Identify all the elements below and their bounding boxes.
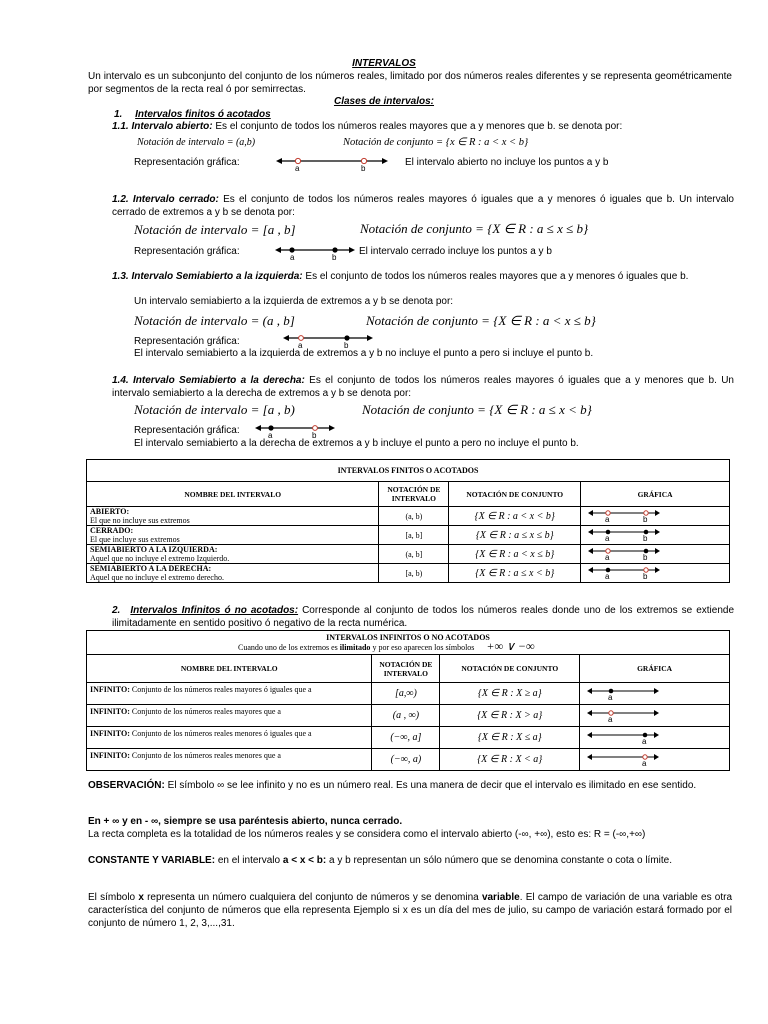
s12-notation-set: Notación de conjunto = {X ∈ R : a ≤ x ≤ b} [360,221,589,236]
table1-row-desc: Aquel que no incluye el extremo derecho. [90,573,224,582]
finite-intervals-table [86,459,730,583]
t2r4-arrow-left [587,754,592,760]
s14-label: Intervalo Semiabierto a la derecha: [133,375,305,386]
t1r3-label-a: a [605,553,610,562]
s14-arrow-right [329,425,335,431]
variable-x: x [138,892,144,903]
section1-title: Intervalos finitos ó acotados [135,109,271,120]
table2-subtitle-post: y por eso aparecen los símbolos [370,643,475,652]
s14-notation-interval: Notación de intervalo = [a , b) [134,402,295,417]
s14-notation-set: Notación de conjunto = {X ∈ R : a ≤ x < b} [362,402,592,417]
t1r1-label-b: b [643,515,648,524]
table-row [87,705,730,727]
observacion-label: OBSERVACIÓN: [88,780,165,791]
table2-row-desc: Conjunto de los números reales mayores que a [129,707,281,716]
s13-notation-set: Notación de conjunto = {X ∈ R : a < x ≤ b} [366,313,596,328]
s12-point-b [332,247,337,252]
s13-notation-interval: Notación de intervalo = (a , b] [134,313,295,328]
t2r3-arrow-right [654,732,659,738]
table2-header-graph: GRÁFICA [580,655,730,683]
table2-subtitle-bold: ilimitado [339,643,371,652]
table1-row-name-cell [87,545,379,564]
table1-title: INTERVALOS FINITOS O ACOTADOS [87,460,730,482]
t2r2-number-line [587,708,659,724]
table2-title-cell [87,631,730,655]
constante-text-b: a y b representan un sólo número que se denomina constante o cota o límite. [326,855,673,866]
section1-number: 1. [114,109,123,120]
s12-label-b: b [332,253,337,262]
table1-row-set: {X ∈ R : a < x < b} [449,507,581,526]
s11-arrow-left [276,158,282,164]
t2r2-arrow-left [587,710,592,716]
s14-number: 1.4. [112,375,129,386]
table1-header-set: NOTACIÓN DE CONJUNTO [449,482,581,507]
table1-row-name: SEMIABIERTO A LA IZQUIERDA: [90,545,218,554]
table2-row-set: {X ∈ R : X > a} [440,705,580,727]
s12-point-a [289,247,294,252]
section2-paragraph [112,604,734,630]
table2-row-interval: (−∞, a) [372,749,440,771]
table2-row-graph [580,683,730,705]
s12-note: El intervalo cerrado incluye los puntos a y b [359,246,552,257]
s12-arrow-left [275,247,281,253]
table2-row-desc: Conjunto de los números reales menores que a [129,751,281,760]
section2-number: 2. [112,605,121,616]
t2r3-number-line [587,730,659,746]
s11-graph-label: Representación gráfica: [134,157,240,168]
s11-point-b [361,158,366,163]
table2-row-set: {X ∈ R : X < a} [440,749,580,771]
s14-point-b [313,426,318,431]
table2-row-name: INFINITO: [90,707,130,716]
s11-number-line [276,154,388,174]
t1r3-label-b: b [643,553,648,562]
table1-row-set: {X ∈ R : a ≤ x ≤ b} [449,526,581,545]
s12-label-a: a [290,253,295,262]
s14-label-a: a [268,431,273,440]
table2-row-name-cell [87,683,372,705]
table1-row-name: ABIERTO: [90,507,130,516]
t1r2-label-b: b [643,534,648,543]
table1-row-desc: Aquel que no incluye el extremo Izquierdo. [90,554,230,563]
s12-number-line [275,243,355,263]
s13-note: El intervalo semiabierto a la izquierda de extremos a y b no incluye el punto a pero si incluye el punto b. [134,348,594,359]
table1-row-name-cell [87,507,379,526]
table2-row-desc: Conjunto de los números reales menores ó iguales que a [129,729,312,738]
t2r1-arrow-right [654,688,659,694]
t1r3-number-line [588,546,660,562]
table1-header-interval: NOTACIÓN DE INTERVALO [379,482,449,507]
table1-row-name-cell [87,526,379,545]
table2-row-set: {X ∈ R : X ≤ a} [440,727,580,749]
s13-label-a: a [298,341,303,350]
s13-arrow-right [367,335,373,341]
table-row [87,526,730,545]
table2-row-name: INFINITO: [90,685,130,694]
s13-point-b [344,335,349,340]
table2-header-name: NOMBRE DEL INTERVALO [87,655,372,683]
section1-heading [114,109,271,120]
table1-row-interval: (a, b) [379,507,449,526]
table-row [87,749,730,771]
t1r3-arrow-right [655,548,660,554]
page-title: INTERVALOS [352,58,416,69]
table-row [87,545,730,564]
table2-subtitle-pre: Cuando uno de los extremos es [238,643,340,652]
table-row [87,507,730,526]
table2-title: INTERVALOS INFINITOS O NO ACOTADOS [326,633,490,642]
s11-number: 1.1. [112,121,129,132]
table1-row-graph [581,526,730,545]
table2-row-name: INFINITO: [90,729,130,738]
s11-paragraph [112,121,734,132]
t1r1-label-a: a [605,515,610,524]
t2r4-number-line [587,752,659,768]
t1r4-number-line [588,565,660,581]
variable-bold: variable [481,892,520,903]
table2-symbols: +∞ ∨ −∞ [486,639,535,653]
s11-label: Intervalo abierto: [131,121,213,132]
t1r2-label-a: a [605,534,610,543]
s11-notation-set: Notación de conjunto = {x ∈ R : a < x < b} [343,137,529,148]
variable-text-c: . El campo de variación de una variable es otra característica del conjunto de números que ella representa Ejemplo si x es un día del mes de julio, su campo de variación estará formado por el conjunto de número 1, 2, 3,...,31. [88,892,733,929]
table2-row-graph [580,705,730,727]
table1-row-name: CERRADO: [90,526,134,535]
section2-label: Intervalos Infinitos ó no acotados: [130,605,299,616]
table2-row-name-cell [87,727,372,749]
table2-row-desc: Conjunto de los números reales mayores ó iguales que a [129,685,312,694]
s12-graph-label: Representación gráfica: [134,246,240,257]
table1-row-desc: El que no incluye sus extremos [90,516,190,525]
s11-point-a [295,158,300,163]
t1r3-arrow-left [588,548,593,554]
s13-label-b: b [344,341,349,350]
table1-row-graph [581,545,730,564]
t2r1-label-a: a [608,692,613,702]
t1r2-arrow-right [655,529,660,535]
t2r4-label-a: a [642,758,647,768]
t1r2-number-line [588,527,660,543]
s14-arrow-left [255,425,261,431]
s14-graph-label: Representación gráfica: [134,425,240,436]
classes-heading: Clases de intervalos: [333,96,435,107]
table2-header-set: NOTACIÓN DE CONJUNTO [440,655,580,683]
constante-paragraph [88,854,732,867]
constante-label: CONSTANTE Y VARIABLE: [88,855,216,866]
table2-row-name-cell [87,749,372,771]
table-row [87,683,730,705]
recta-paragraph: La recta completa es la totalidad de los números reales y se considera como el intervalo abierto (-∞, +∞), esto es: R = (-∞,+∞) [88,829,646,840]
s12-arrow-right [349,247,355,253]
t1r4-arrow-left [588,567,593,573]
observacion-text: El símbolo ∞ se lee infinito y no es un número real. Es una manera de decir que el intervalo es ilimitado en ese sentido. [164,780,697,791]
s11-notation-interval: Notación de intervalo = (a,b) [137,137,256,148]
table1-row-set: {X ∈ R : a < x ≤ b} [449,545,581,564]
s14-label-b: b [312,431,317,440]
table2-row-interval: (−∞, a] [372,727,440,749]
table1-header-graph: GRÁFICA [581,482,730,507]
t1r4-label-a: a [605,572,610,581]
s12-label: Intervalo cerrado: [132,194,219,205]
table1-row-interval: [a, b) [379,564,449,583]
infinity-rule: En + ∞ y en - ∞, siempre se usa paréntesis abierto, nunca cerrado. [88,816,403,827]
t2r4-arrow-right [654,754,659,760]
s12-paragraph [112,193,734,219]
s13-number: 1.3. [112,271,129,282]
table2-row-graph [580,749,730,771]
table2-row-interval: (a , ∞) [372,705,440,727]
table-row [87,564,730,583]
t1r1-number-line [588,508,660,524]
t2r3-arrow-left [587,732,592,738]
t1r4-label-b: b [643,572,648,581]
table2-row-name: INFINITO: [90,751,130,760]
table2-header-interval: NOTACIÓN DE INTERVALO [372,655,440,683]
table1-row-set: {X ∈ R : a ≤ x < b} [449,564,581,583]
s11-label-a: a [295,164,300,173]
s12-notation-interval: Notación de intervalo = [a , b] [134,222,296,237]
s11-arrow-right [382,158,388,164]
table1-row-graph [581,507,730,526]
t1r1-arrow-right [655,510,660,516]
s11-note: El intervalo abierto no incluye los puntos a y b [405,157,609,168]
t2r2-arrow-right [654,710,659,716]
table2-row-set: {X ∈ R : X ≥ a} [440,683,580,705]
s12-text: Es el conjunto de todos los números reales mayores ó iguales que a y menores ó iguales que b. Un intervalo cerrado de extremos a y b se denota por: [112,194,734,218]
s11-text: Es el conjunto de todos los números reales mayores que a y menores que b. se denota por: [212,121,623,132]
s14-note: El intervalo semiabierto a la derecha de extremos a y b incluye el punto a pero no incluye el punto b. [134,438,579,449]
table2-subtitle [90,639,726,653]
section2-text: Corresponde al conjunto de todos los números reales donde uno de los extremos se extiende ilimitadamente en sentido positivo ó negativo de la recta numérica. [112,605,735,629]
table2-row-name-cell [87,705,372,727]
infinite-intervals-table [86,630,730,771]
constante-text-a: en el intervalo [215,855,283,866]
t2r1-number-line [587,686,659,702]
s13-line2: Un intervalo semiabierto a la izquierda de extremos a y b se denota por: [134,296,454,307]
table2-row-graph [580,727,730,749]
table1-row-interval: [a, b] [379,526,449,545]
s13-text: Es el conjunto de todos los números reales mayores que a y menores ó iguales que b. [302,271,689,282]
variable-text-a: El símbolo [88,892,139,903]
s12-number: 1.2. [112,194,129,205]
s13-point-a [299,336,304,341]
s13-graph-label: Representación gráfica: [134,336,240,347]
table2-row-interval: [a,∞) [372,683,440,705]
s13-paragraph [112,270,734,283]
t2r1-arrow-left [587,688,592,694]
intro-paragraph: Un intervalo es un subconjunto del conjunto de los números reales, limitado por dos números reales diferentes y se representa geométricamente por segmentos de la recta real ó por semirrectas. [88,71,732,95]
table-row [87,727,730,749]
table1-row-interval: (a, b] [379,545,449,564]
s11-label-b: b [361,164,366,173]
table1-row-name: SEMIABIERTO A LA DERECHA: [90,564,212,573]
table1-header-name: NOMBRE DEL INTERVALO [87,482,379,507]
t1r4-arrow-right [655,567,660,573]
s13-label: Intervalo Semiabierto a la izquierda: [131,271,303,282]
s13-arrow-left [283,335,289,341]
table1-row-desc: El que incluye sus extremos [90,535,180,544]
t1r1-arrow-left [588,510,593,516]
constante-bold: a < x < b: [282,855,327,866]
observacion-paragraph [88,779,732,792]
t2r3-label-a: a [642,736,647,746]
table1-row-name-cell [87,564,379,583]
t1r2-arrow-left [588,529,593,535]
s14-point-a [268,425,273,430]
table1-row-graph [581,564,730,583]
t2r2-label-a: a [608,714,613,724]
s14-paragraph [112,374,734,400]
s14-text: Es el conjunto de todos los números reales mayores ó iguales que a y menores que b. Un intervalo semiabierto a la derecha de extremos a y b se denota por: [112,375,734,399]
variable-text-b: representa un número cualquiera del conjunto de números y se denomina [143,892,482,903]
variable-paragraph [88,891,732,930]
